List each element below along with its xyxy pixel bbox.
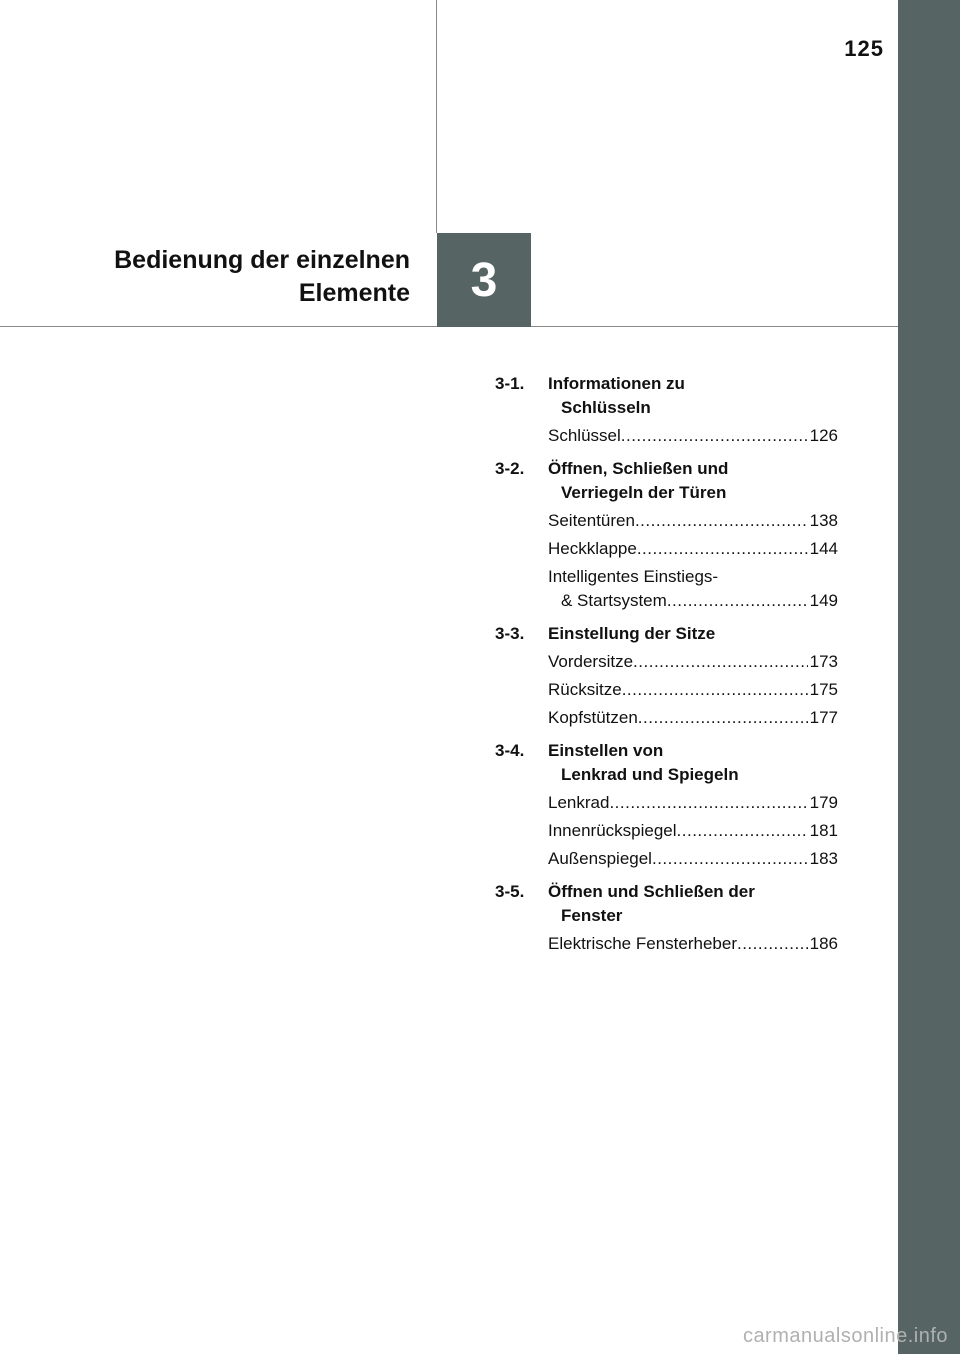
chapter-title-line: Elemente (298, 279, 410, 307)
toc-section-title-line: Einstellen von (548, 741, 664, 760)
toc-entry-label: Intelligentes Einstiegs- (548, 567, 719, 586)
toc-section-title (548, 739, 838, 787)
toc-entry[interactable] (548, 819, 838, 843)
chapter-number-box (437, 233, 531, 327)
toc-dot-leader (621, 424, 808, 448)
toc-entry-label: Vordersitze (548, 652, 634, 671)
toc-entry-page: 181 (809, 821, 838, 840)
page-number: 125 (844, 36, 884, 61)
toc-entry-page: 126 (809, 426, 838, 445)
toc-dot-leader (667, 589, 808, 613)
toc-entry-label: Schlüssel (548, 426, 621, 445)
toc-entry-label: Außenspiegel (548, 849, 652, 868)
toc-entry-page: 183 (809, 849, 838, 868)
toc-entry-page: 175 (809, 680, 838, 699)
toc-section-title-line: Verriegeln der Türen (561, 483, 727, 502)
toc-section-title-line: Lenkrad und Spiegeln (561, 765, 739, 784)
toc-section-title-line: Fenster (561, 906, 623, 925)
toc-entry-page: 186 (809, 934, 838, 953)
toc-section-number: 3-1. (495, 374, 525, 393)
toc-entry[interactable] (548, 847, 838, 871)
toc-section-title-line: Öffnen, Schließen und (548, 459, 729, 478)
toc-entry-label: Innenrückspiegel (548, 821, 677, 840)
toc-section-title-line: Einstellung der Sitze (548, 624, 716, 643)
toc-entry-page: 138 (809, 511, 838, 530)
toc-section-heading (495, 622, 838, 646)
toc-section-title (548, 457, 838, 505)
toc-section-title-line: Öffnen und Schließen der (548, 882, 755, 901)
toc-dot-leader (652, 847, 808, 871)
toc-dot-leader (622, 678, 808, 702)
toc-entry[interactable] (548, 424, 838, 448)
toc-section-number: 3-4. (495, 741, 525, 760)
toc-entry-page: 177 (809, 708, 838, 727)
toc-entry-label: Kopfstützen (548, 708, 638, 727)
toc-entry-label: Heckklappe (548, 539, 637, 558)
toc-dot-leader (637, 537, 808, 561)
table-of-contents (495, 372, 838, 956)
toc-section-title (548, 880, 838, 928)
toc-section-title-line: Informationen zu (548, 374, 685, 393)
toc-section-number: 3-5. (495, 882, 525, 901)
toc-entry[interactable] (548, 932, 838, 956)
chapter-number: 3 (470, 253, 498, 307)
chapter-title-line: Bedienung der einzelnen (114, 246, 410, 274)
toc-entry[interactable] (548, 678, 838, 702)
watermark: carmanualsonline.info (742, 1325, 948, 1347)
toc-entry-page: 179 (809, 793, 838, 812)
toc-entry[interactable] (548, 565, 838, 613)
toc-dot-leader (677, 819, 808, 843)
chapter-title (114, 244, 410, 310)
toc-entry-label: Elektrische Fensterheber (548, 934, 737, 953)
toc-entry-label: & Startsystem (561, 591, 667, 610)
toc-entry[interactable] (548, 537, 838, 561)
toc-entry-page: 144 (809, 539, 838, 558)
toc-entry-page: 173 (809, 652, 838, 671)
toc-dot-leader (638, 706, 808, 730)
toc-section-title (548, 622, 838, 646)
toc-dot-leader (737, 932, 808, 956)
toc-entry[interactable] (548, 791, 838, 815)
toc-dot-leader (609, 791, 807, 815)
toc-section-heading (495, 372, 838, 420)
toc-entry-label: Seitentüren (548, 511, 635, 530)
toc-section-title-line: Schlüsseln (561, 398, 651, 417)
toc-entry-label: Rücksitze (548, 680, 622, 699)
toc-section-number: 3-2. (495, 459, 525, 478)
toc-section-heading (495, 739, 838, 787)
toc-section-title (548, 372, 838, 420)
toc-entry-page: 149 (809, 591, 838, 610)
toc-dot-leader (633, 650, 808, 674)
toc-section-heading (495, 880, 838, 928)
toc-entry[interactable] (548, 650, 838, 674)
side-tab (898, 0, 960, 1354)
toc-section-number: 3-3. (495, 624, 525, 643)
toc-entry-label: Lenkrad (548, 793, 610, 812)
toc-entry[interactable] (548, 509, 838, 533)
vertical-rule (436, 0, 437, 233)
toc-entry[interactable] (548, 706, 838, 730)
toc-section-heading (495, 457, 838, 505)
toc-dot-leader (635, 509, 808, 533)
